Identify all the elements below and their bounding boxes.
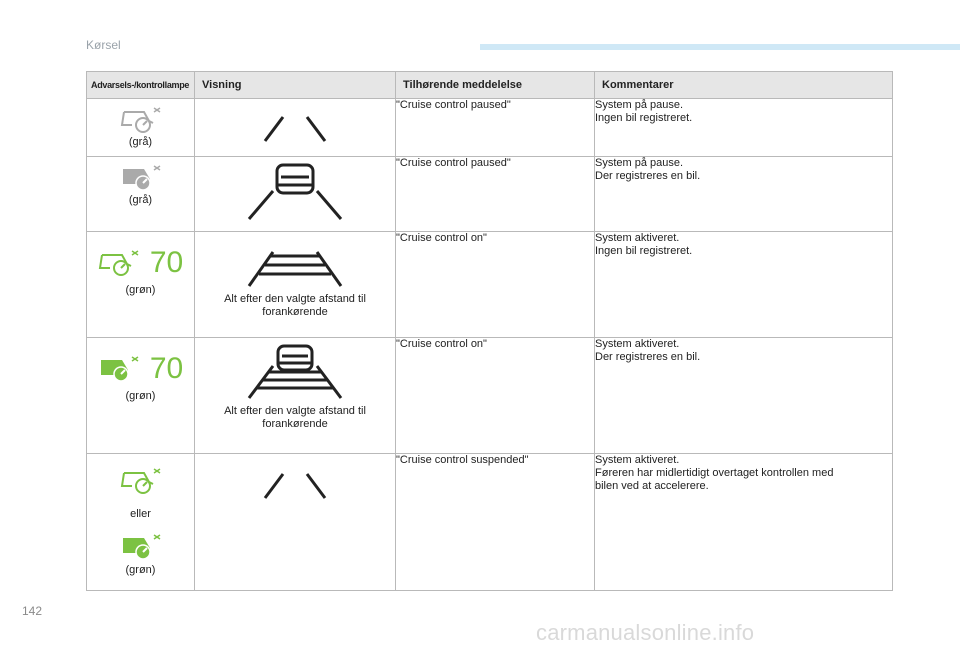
- lane-lines-icon: [240, 466, 350, 506]
- column-header-comment: Kommentarer: [595, 72, 893, 99]
- table-header-row: [87, 72, 893, 99]
- cruise-control-outline-icon: [98, 250, 140, 276]
- view-cell: [195, 454, 396, 591]
- view-cell: [195, 99, 396, 157]
- lamp-cell: [87, 232, 195, 338]
- comment-line: System på pause.: [595, 99, 684, 111]
- comment-cell: [595, 232, 893, 338]
- lane-car-icon: [235, 161, 355, 225]
- comment-line: System aktiveret.: [595, 454, 680, 466]
- comment-line: Ingen bil registreret.: [595, 245, 693, 257]
- cruise-control-outline-icon: [120, 468, 162, 494]
- comment-line: System aktiveret.: [595, 338, 680, 350]
- lamp-cell: [87, 338, 195, 454]
- view-cell: [195, 157, 396, 232]
- comment-cell: [595, 157, 893, 232]
- cruise-control-car-icon: [120, 534, 162, 560]
- comment-line: Ingen bil registreret.: [595, 112, 693, 124]
- lamp-color-label: (grå): [128, 194, 153, 206]
- column-header-message: Tilhørende meddelelse: [396, 72, 595, 99]
- table-row: [87, 232, 893, 338]
- lamp-color-label: (grå): [128, 136, 153, 148]
- speed-setting: 70: [149, 352, 184, 385]
- comment-line: Der registreres en bil.: [595, 351, 701, 363]
- comment-line: Der registreres en bil.: [595, 170, 701, 182]
- message-cell: "Cruise control on": [396, 338, 595, 454]
- view-caption: [195, 405, 395, 431]
- column-header-lamp: Advarsels-/kontrollampe: [87, 72, 195, 99]
- view-caption: [195, 293, 395, 319]
- lane-distance-car-icon: [235, 344, 355, 402]
- comment-line: System aktiveret.: [595, 232, 680, 244]
- comment-cell: [595, 338, 893, 454]
- speed-setting: 70: [149, 246, 184, 279]
- page-number: 142: [22, 604, 43, 618]
- comment-cell: [595, 99, 893, 157]
- view-cell: [195, 232, 396, 338]
- lamp-cell: [87, 157, 195, 232]
- lamp-cell: [87, 454, 195, 591]
- message-cell: "Cruise control paused": [396, 157, 595, 232]
- view-cell: [195, 338, 396, 454]
- table-row: [87, 99, 893, 157]
- section-label: Kørsel: [86, 38, 121, 52]
- table-row: [87, 338, 893, 454]
- cruise-control-car-icon: [120, 165, 162, 191]
- view-caption-line: forankørende: [262, 418, 328, 430]
- lamp-cell: [87, 99, 195, 157]
- view-caption-line: Alt efter den valgte afstand til: [224, 405, 366, 417]
- view-caption-line: Alt efter den valgte afstand til: [224, 293, 366, 305]
- lane-distance-icon: [235, 248, 355, 290]
- comment-line: Føreren har midlertidigt overtaget kontrollen med: [595, 467, 834, 479]
- lamp-color-label: (grøn): [125, 284, 156, 296]
- message-cell: "Cruise control suspended": [396, 454, 595, 591]
- message-cell: "Cruise control on": [396, 232, 595, 338]
- cruise-control-outline-icon: [120, 107, 162, 133]
- comment-cell: [595, 454, 893, 591]
- watermark: carmanualsonline.info: [536, 620, 755, 645]
- cruise-control-car-icon: [98, 356, 140, 382]
- message-cell: "Cruise control paused": [396, 99, 595, 157]
- table-row: [87, 157, 893, 232]
- comment-line: bilen ved at accelerere.: [595, 480, 709, 492]
- column-header-view: Visning: [195, 72, 396, 99]
- lamp-or-label: eller: [130, 508, 151, 520]
- lane-lines-icon: [240, 109, 350, 149]
- header-bar: [480, 44, 960, 50]
- view-caption-line: forankørende: [262, 306, 328, 318]
- comment-line: System på pause.: [595, 157, 684, 169]
- lamp-color-label: (grøn): [125, 390, 156, 402]
- table-row: [87, 454, 893, 591]
- info-table: [86, 71, 893, 591]
- lamp-color-label: (grøn): [125, 564, 156, 576]
